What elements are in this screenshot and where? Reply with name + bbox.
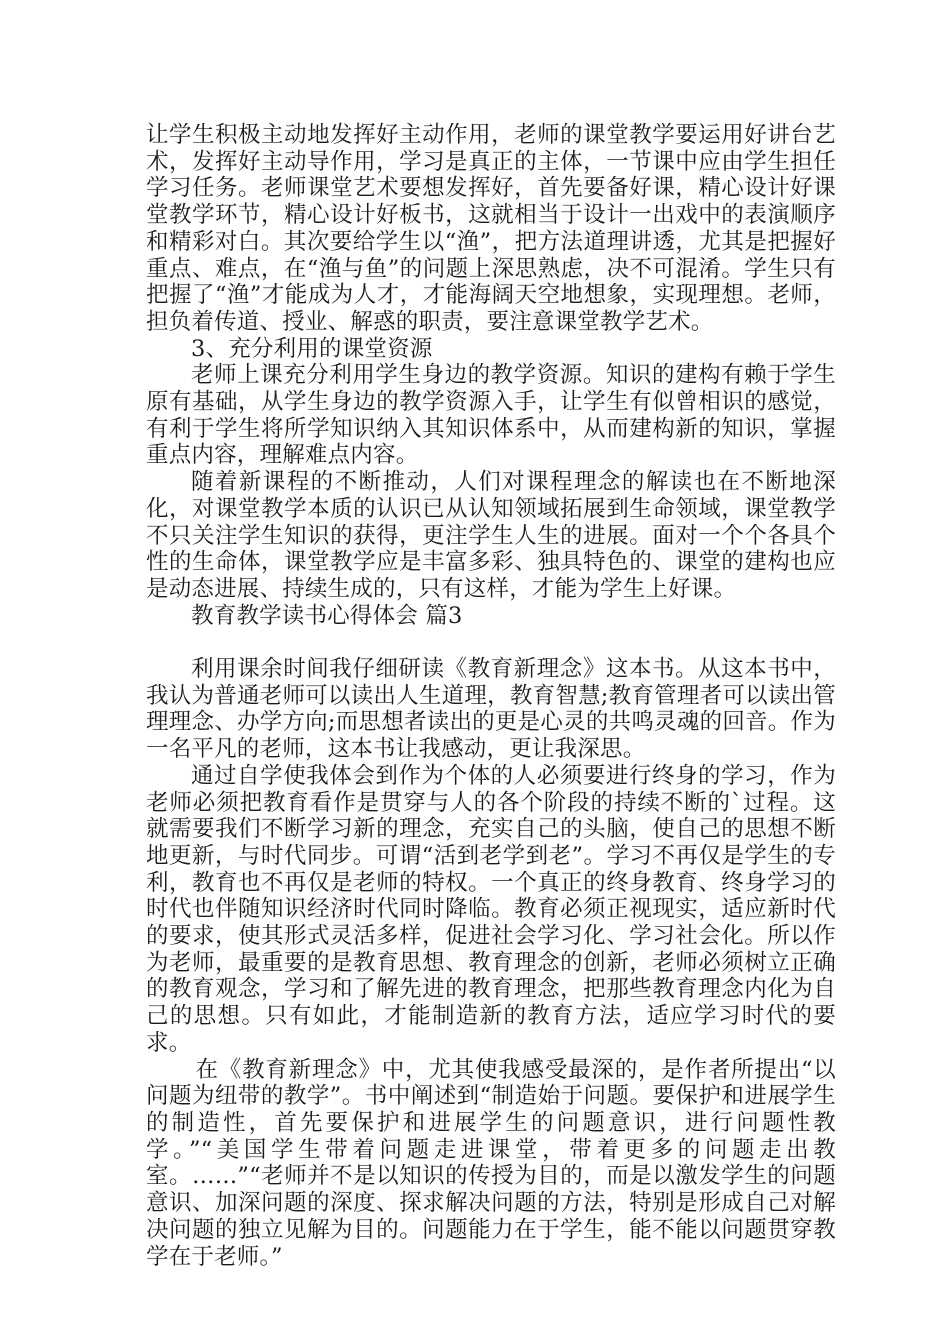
section-heading-classroom-resources: 3、充分利用的课堂资源 — [191, 335, 433, 362]
document-page — [146, 122, 836, 1270]
blank-line — [146, 629, 836, 656]
paragraph-classroom-art: 让学生积极主动地发挥好主动作用，老师的课堂教学要运用好讲台艺术，发挥好主动导作用，学习是真正的主体，一节课中应由学生担任学习任务。老师课堂艺术要想发挥好，首先要备好课，精心设计好课堂教学环节，精心设计好板书，这就相当于设计一出戏中的表演顺序和精彩对白。其次要给学生以“渔”，把方法道理讲透，尤其是把握好重点、难点，在“渔与鱼”的问题上深思熟虑，决不可混淆。学生只有把握了“渔”才能成为人才，才能海阔天空地想象，实现理想。老师，担负着传道、授业、解惑的职责，要注意课堂教学艺术。 — [146, 122, 836, 335]
paragraph-book-reading: 利用课余时间我仔细研读《教育新理念》这本书。从这本书中，我认为普通老师可以读出人生道理，教育智慧;教育管理者可以读出管理理念、办学方向;而思想者读出的更是心灵的共鸣灵魂的回音。作为一名平凡的老师，这本书让我感动，更让我深思。 — [146, 656, 836, 763]
paragraph-new-curriculum: 随着新课程的不断推动，人们对课程理念的解读也在不断地深化，对课堂教学本质的认识已从认知领域拓展到生命领域，课堂教学不只关注学生知识的获得，更注学生人生的进展。面对一个个各具个性的生命体，课堂教学应是丰富多彩、独具特色的、课堂的建构也应是动态进展、持续生成的，只有这样，才能为学生上好课。 — [146, 469, 836, 602]
article-title-part-3: 教育教学读书心得体会 篇3 — [191, 602, 463, 629]
paragraph-problem-based-teaching: 在《教育新理念》中，尤其使我感受最深的，是作者所提出“以问题为纽带的教学”。书中阐述到“制造始于问题。要保护和进展学生的制造性，首先要保护和进展学生的问题意识，进行问题性教学。”“美国学生带着问题走进课堂，带着更多的问题走出教室。……”“老师并不是以知识的传授为目的，而是以激发学生的问题意识、加深问题的深度、探求解决问题的方法，特别是形成自己对解决问题的独立见解为目的。问题能力在于学生，能不能以问题贯穿教学在于老师。” — [146, 1056, 836, 1270]
paragraph-teaching-resources: 老师上课充分利用学生身边的教学资源。知识的建构有赖于学生原有基础，从学生身边的教学资源入手，让学生有似曾相识的感觉，有利于学生将所学知识纳入其知识体系中，从而建构新的知识，掌握重点内容，理解难点内容。 — [146, 362, 836, 469]
paragraph-lifelong-learning: 通过自学使我体会到作为个体的人必须要进行终身的学习，作为老师必须把教育看作是贯穿与人的各个阶段的持续不断的`过程。这就需要我们不断学习新的理念，充实自己的头脑，使自己的思想不断地更新，与时代同步。可谓“活到老学到老”。学习不再仅是学生的专利，教育也不再仅是老师的特权。一个真正的终身教育、终身学习的时代也伴随知识经济时代同时降临。教育必须正视现实，适应新时代的要求，使其形式灵活多样，促进社会学习化、学习社会化。所以作为老师，最重要的是教育思想、教育理念的创新，老师必须树立正确的教育观念，学习和了解先进的教育理念，把那些教育理念内化为自己的思想。只有如此，才能制造新的教育方法，适应学习时代的要求。 — [146, 762, 836, 1056]
